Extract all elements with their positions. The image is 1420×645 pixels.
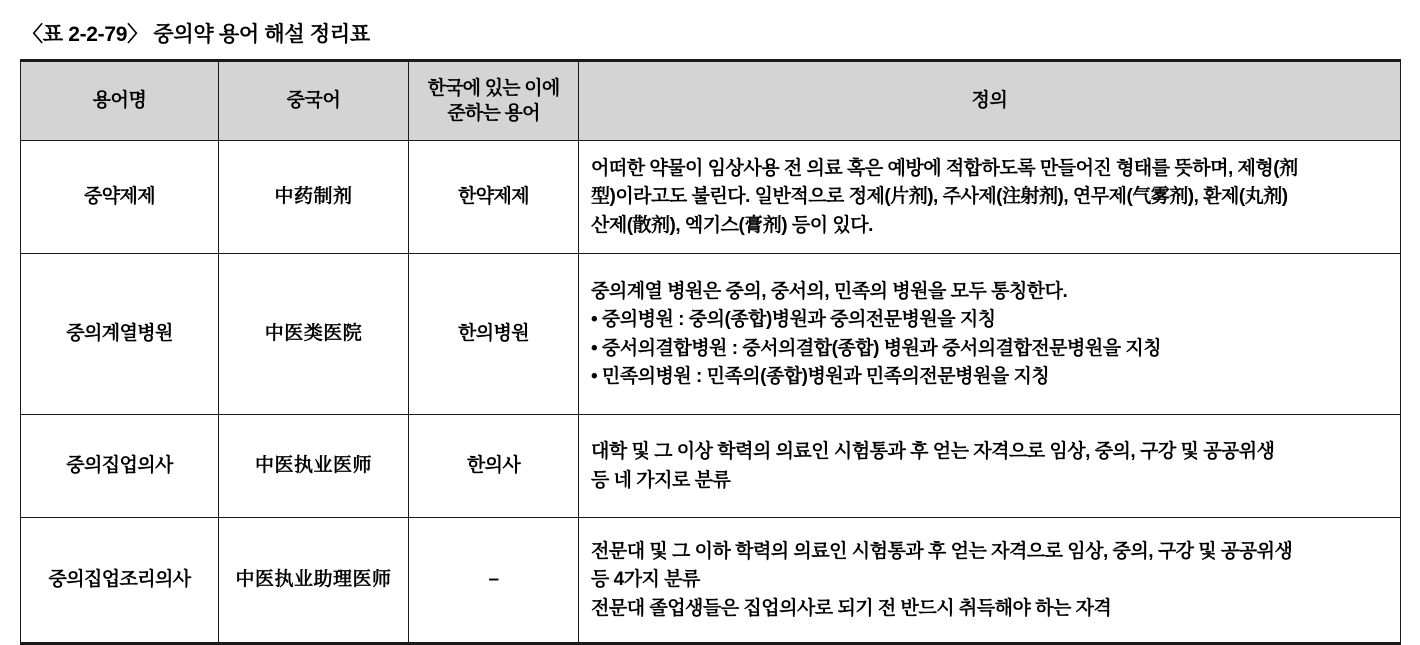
table-header bbox=[21, 61, 1401, 141]
table-row bbox=[21, 415, 1401, 518]
cell-definition bbox=[579, 254, 1401, 415]
cell-korean-equivalent: 한의사 bbox=[409, 415, 579, 518]
table-row bbox=[21, 254, 1401, 415]
table-caption: 〈표 2-2-79〉 중의약 용어 해설 정리표 bbox=[22, 23, 370, 46]
table-row bbox=[21, 141, 1401, 254]
definition-line: 전문대 및 그 이하 학력의 의료인 시험통과 후 얻는 자격으로 임상, 중의, 구강 및 공공위생 bbox=[591, 540, 1293, 562]
definition-line: • 중의병원 : 중의(종합)병원과 중의전문병원을 지칭 bbox=[591, 309, 996, 331]
table-body bbox=[21, 141, 1401, 644]
definition-line: 전문대 졸업생들은 집업의사로 되기 전 반드시 취득해야 하는 자격 bbox=[591, 597, 1112, 619]
cell-chinese: 中药制剂 bbox=[219, 141, 409, 254]
definition-line: 대학 및 그 이상 학력의 의료인 시험통과 후 얻는 자격으로 임상, 중의, 구강 및 공공위생 bbox=[591, 441, 1275, 463]
cell-korean-equivalent: – bbox=[409, 518, 579, 644]
column-header-term: 용어명 bbox=[21, 61, 219, 141]
column-header-chinese: 중국어 bbox=[219, 61, 409, 141]
definition-line: 중의계열 병원은 중의, 중서의, 민족의 병원을 모두 통칭한다. bbox=[591, 280, 1068, 302]
definition-line: 산제(散剂), 엑기스(膏剂) 등이 있다. bbox=[591, 214, 873, 236]
cell-definition bbox=[579, 141, 1401, 254]
cell-chinese: 中医执业医师 bbox=[219, 415, 409, 518]
definition-line: • 중서의결합병원 : 중서의결합(종합) 병원과 중서의결합전문병원을 지칭 bbox=[591, 337, 1162, 359]
definition-line: • 민족의병원 : 민족의(종합)병원과 민족의전문병원을 지칭 bbox=[591, 366, 1050, 388]
definition-line: 등 네 가지로 분류 bbox=[591, 469, 731, 491]
column-header-definition: 정의 bbox=[579, 61, 1401, 141]
terminology-table bbox=[20, 59, 1401, 645]
cell-term: 중의집업조리의사 bbox=[21, 518, 219, 644]
table-row bbox=[21, 518, 1401, 644]
cell-korean-equivalent: 한의병원 bbox=[409, 254, 579, 415]
cell-korean-equivalent: 한약제제 bbox=[409, 141, 579, 254]
cell-term: 중약제제 bbox=[21, 141, 219, 254]
cell-chinese: 中医执业助理医师 bbox=[219, 518, 409, 644]
table-header-row bbox=[21, 61, 1401, 141]
cell-definition bbox=[579, 415, 1401, 518]
cell-term: 중의계열병원 bbox=[21, 254, 219, 415]
cell-definition bbox=[579, 518, 1401, 644]
cell-chinese: 中医类医院 bbox=[219, 254, 409, 415]
cell-term: 중의집업의사 bbox=[21, 415, 219, 518]
column-header-korean-equivalent: 한국에 있는 이에 준하는 용어 bbox=[409, 61, 579, 141]
definition-line: 型)이라고도 불린다. 일반적으로 정제(片剂), 주사제(注射剂), 연무제(气雾剂), 환제(丸剂) bbox=[591, 186, 1288, 208]
definition-line: 등 4가지 분류 bbox=[591, 569, 700, 591]
definition-line: 어떠한 약물이 임상사용 전 의료 혹은 예방에 적합하도록 만들어진 형태를 뜻하며, 제형(剂 bbox=[591, 157, 1298, 179]
